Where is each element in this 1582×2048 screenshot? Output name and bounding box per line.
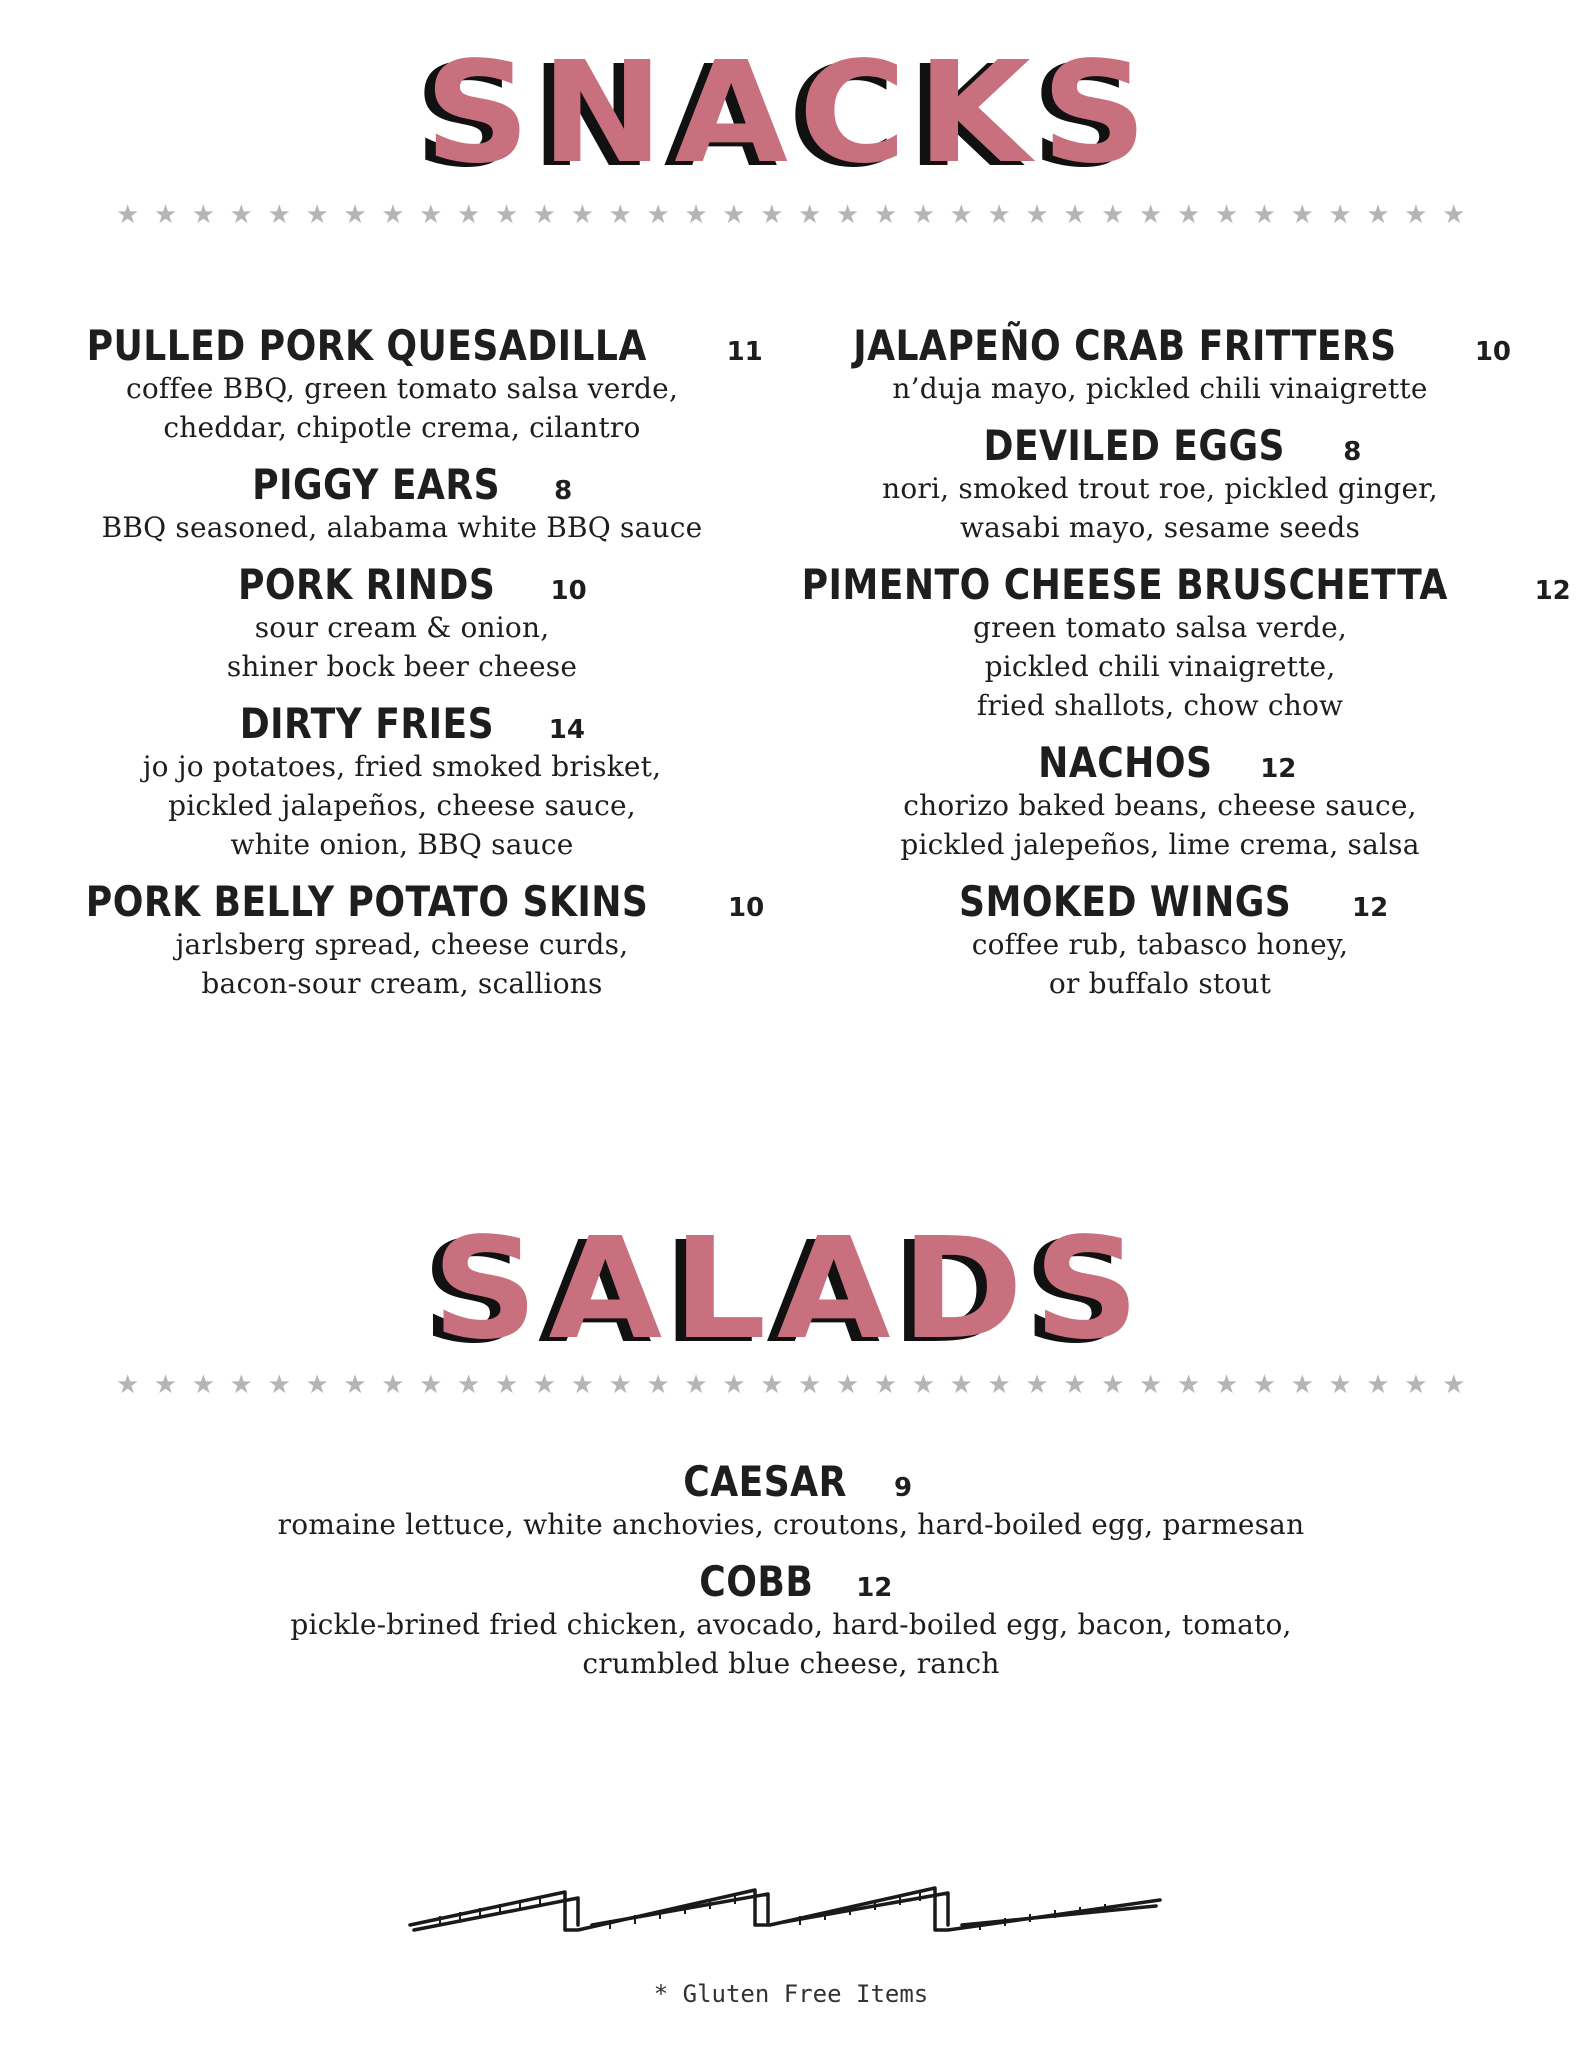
star-icon: ★ bbox=[1404, 1370, 1428, 1400]
star-icon: ★ bbox=[267, 200, 291, 230]
menu-item bbox=[72, 561, 732, 686]
item-description: n’duja mayo, pickled chili vinaigrette bbox=[892, 372, 1428, 406]
star-icon: ★ bbox=[229, 1370, 253, 1400]
star-icon: ★ bbox=[646, 200, 670, 230]
star-icon: ★ bbox=[153, 200, 178, 230]
star-icon: ★ bbox=[1328, 1370, 1352, 1400]
item-price: 9 bbox=[894, 1473, 913, 1503]
star-icon: ★ bbox=[760, 200, 784, 230]
star-icon: ★ bbox=[987, 200, 1011, 230]
star-icon: ★ bbox=[1101, 200, 1125, 230]
item-name: PULLED PORK QUESADILLA bbox=[86, 321, 647, 370]
star-icon: ★ bbox=[1442, 200, 1466, 230]
item-name: JALAPEÑO CRAB FRITTERS bbox=[853, 321, 1397, 370]
item-price: 12 bbox=[1260, 754, 1297, 785]
star-icon: ★ bbox=[191, 1370, 216, 1400]
item-price: 12 bbox=[1352, 893, 1389, 924]
star-icon: ★ bbox=[1252, 200, 1277, 230]
zigzag-ornament-icon bbox=[400, 1830, 1170, 1950]
gluten-free-footnote: * Gluten Free Items bbox=[653, 1980, 929, 2008]
item-description: pickle-brined fried chicken, avocado, hard-boiled egg, bacon, tomato, crumbled blue cheese, ranch bbox=[290, 1608, 1292, 1681]
item-name: SMOKED WINGS bbox=[958, 877, 1292, 927]
star-icon: ★ bbox=[1214, 1370, 1239, 1400]
star-icon: ★ bbox=[494, 200, 519, 230]
star-icon: ★ bbox=[873, 200, 898, 230]
item-name: NACHOS bbox=[1037, 738, 1213, 788]
star-icon: ★ bbox=[1176, 1370, 1201, 1400]
star-icon: ★ bbox=[1139, 1370, 1163, 1400]
star-icon: ★ bbox=[760, 1370, 784, 1400]
star-icon: ★ bbox=[949, 200, 973, 230]
star-icon: ★ bbox=[343, 200, 367, 230]
star-icon: ★ bbox=[1366, 1370, 1390, 1400]
star-icon: ★ bbox=[911, 1370, 936, 1400]
item-name: PORK BELLY POTATO SKINS bbox=[85, 877, 649, 927]
item-price: 10 bbox=[727, 893, 765, 924]
star-icon: ★ bbox=[835, 1370, 860, 1400]
star-icon: ★ bbox=[835, 200, 860, 230]
snacks-star-divider bbox=[116, 202, 1466, 228]
item-description: sour cream & onion, shiner bock beer cheese bbox=[226, 611, 578, 684]
item-description: coffee BBQ, green tomato salsa verde, cheddar, chipotle crema, cilantro bbox=[125, 372, 679, 445]
star-icon: ★ bbox=[798, 200, 822, 230]
star-icon: ★ bbox=[1290, 200, 1314, 230]
item-description: coffee rub, tabasco honey, or buffalo stout bbox=[971, 928, 1349, 1001]
item-name: PIMENTO CHEESE BRUSCHETTA bbox=[801, 560, 1448, 610]
item-description: chorizo baked beans, cheese sauce, pickled jalepeños, lime crema, salsa bbox=[900, 789, 1420, 862]
star-icon: ★ bbox=[532, 1370, 557, 1400]
salads-title: SALADS bbox=[432, 1208, 1150, 1371]
star-icon: ★ bbox=[911, 200, 936, 230]
star-icon: ★ bbox=[1442, 1370, 1466, 1400]
snacks-right-column bbox=[801, 321, 1571, 1017]
item-description: jo jo potatoes, fried smoked brisket, pickled jalapeños, cheese sauce, white onion, BBQ sauce bbox=[142, 750, 662, 862]
item-description: nori, smoked trout roe, pickled ginger, wasabi mayo, sesame seeds bbox=[882, 472, 1438, 545]
star-icon: ★ bbox=[457, 1370, 481, 1400]
star-icon: ★ bbox=[1290, 1370, 1314, 1400]
star-icon: ★ bbox=[684, 1370, 708, 1400]
star-icon: ★ bbox=[1328, 200, 1352, 230]
snacks-title: SNACKS bbox=[424, 32, 1158, 195]
star-icon: ★ bbox=[381, 200, 405, 230]
star-icon: ★ bbox=[1404, 200, 1428, 230]
item-price: 8 bbox=[1343, 437, 1362, 468]
menu-item bbox=[0, 1558, 1582, 1683]
item-name: PORK RINDS bbox=[238, 560, 496, 610]
star-icon: ★ bbox=[1139, 200, 1163, 230]
item-description: BBQ seasoned, alabama white BBQ sauce bbox=[101, 511, 703, 545]
star-icon: ★ bbox=[570, 1370, 594, 1400]
salads-list bbox=[0, 1458, 1582, 1697]
menu-item bbox=[72, 461, 732, 547]
star-icon: ★ bbox=[1176, 200, 1201, 230]
star-icon: ★ bbox=[722, 200, 746, 230]
item-price: 10 bbox=[1474, 337, 1512, 367]
star-icon: ★ bbox=[1366, 200, 1390, 230]
star-icon: ★ bbox=[229, 200, 253, 230]
star-icon: ★ bbox=[419, 1370, 443, 1400]
star-icon: ★ bbox=[191, 200, 216, 230]
item-name: PIGGY EARS bbox=[251, 460, 500, 510]
star-icon: ★ bbox=[873, 1370, 898, 1400]
star-icon: ★ bbox=[949, 1370, 973, 1400]
menu-item bbox=[72, 321, 763, 447]
menu-item bbox=[830, 739, 1490, 864]
item-price: 14 bbox=[548, 715, 585, 746]
item-name: DIRTY FRIES bbox=[239, 699, 495, 749]
star-icon: ★ bbox=[570, 200, 594, 230]
star-icon: ★ bbox=[608, 200, 632, 230]
item-description: romaine lettuce, white anchovies, croutons, hard-boiled egg, parmesan bbox=[277, 1508, 1305, 1542]
item-price: 12 bbox=[1534, 576, 1571, 607]
menu-item bbox=[72, 700, 732, 864]
star-icon: ★ bbox=[987, 1370, 1011, 1400]
star-icon: ★ bbox=[646, 1370, 670, 1400]
menu-item bbox=[830, 321, 1512, 408]
item-description: jarlsberg spread, cheese curds, bacon-sour cream, scallions bbox=[175, 928, 629, 1001]
star-icon: ★ bbox=[1252, 1370, 1277, 1400]
star-icon: ★ bbox=[684, 200, 708, 230]
star-icon: ★ bbox=[1025, 1370, 1049, 1400]
star-icon: ★ bbox=[1101, 1370, 1125, 1400]
item-price: 8 bbox=[554, 476, 573, 507]
star-icon: ★ bbox=[267, 1370, 291, 1400]
menu-item bbox=[0, 1458, 1582, 1544]
item-price: 10 bbox=[550, 576, 587, 607]
star-icon: ★ bbox=[381, 1370, 405, 1400]
star-icon: ★ bbox=[798, 1370, 822, 1400]
star-icon: ★ bbox=[419, 200, 443, 230]
star-icon: ★ bbox=[1025, 200, 1049, 230]
menu-item bbox=[830, 422, 1490, 547]
item-description: green tomato salsa verde, pickled chili vinaigrette, fried shallots, chow chow bbox=[973, 611, 1347, 723]
star-icon: ★ bbox=[153, 1370, 178, 1400]
star-icon: ★ bbox=[305, 1370, 329, 1400]
item-name: COBB bbox=[698, 1557, 813, 1607]
star-icon: ★ bbox=[457, 200, 481, 230]
star-icon: ★ bbox=[722, 1370, 746, 1400]
star-icon: ★ bbox=[116, 1370, 140, 1400]
star-icon: ★ bbox=[608, 1370, 632, 1400]
star-icon: ★ bbox=[305, 200, 329, 230]
salads-star-divider bbox=[116, 1372, 1466, 1398]
item-price: 12 bbox=[856, 1573, 893, 1604]
menu-item bbox=[801, 560, 1571, 725]
star-icon: ★ bbox=[494, 1370, 519, 1400]
item-name: DEVILED EGGS bbox=[983, 421, 1285, 471]
star-icon: ★ bbox=[343, 1370, 367, 1400]
star-icon: ★ bbox=[532, 200, 557, 230]
star-icon: ★ bbox=[1063, 200, 1087, 230]
snacks-left-column bbox=[72, 321, 765, 1017]
item-price: 11 bbox=[726, 337, 763, 367]
star-icon: ★ bbox=[1214, 200, 1239, 230]
star-icon: ★ bbox=[1063, 1370, 1087, 1400]
star-icon: ★ bbox=[116, 200, 140, 230]
menu-item bbox=[830, 878, 1490, 1003]
menu-item bbox=[72, 877, 765, 1003]
item-name: CAESAR bbox=[683, 1457, 847, 1506]
